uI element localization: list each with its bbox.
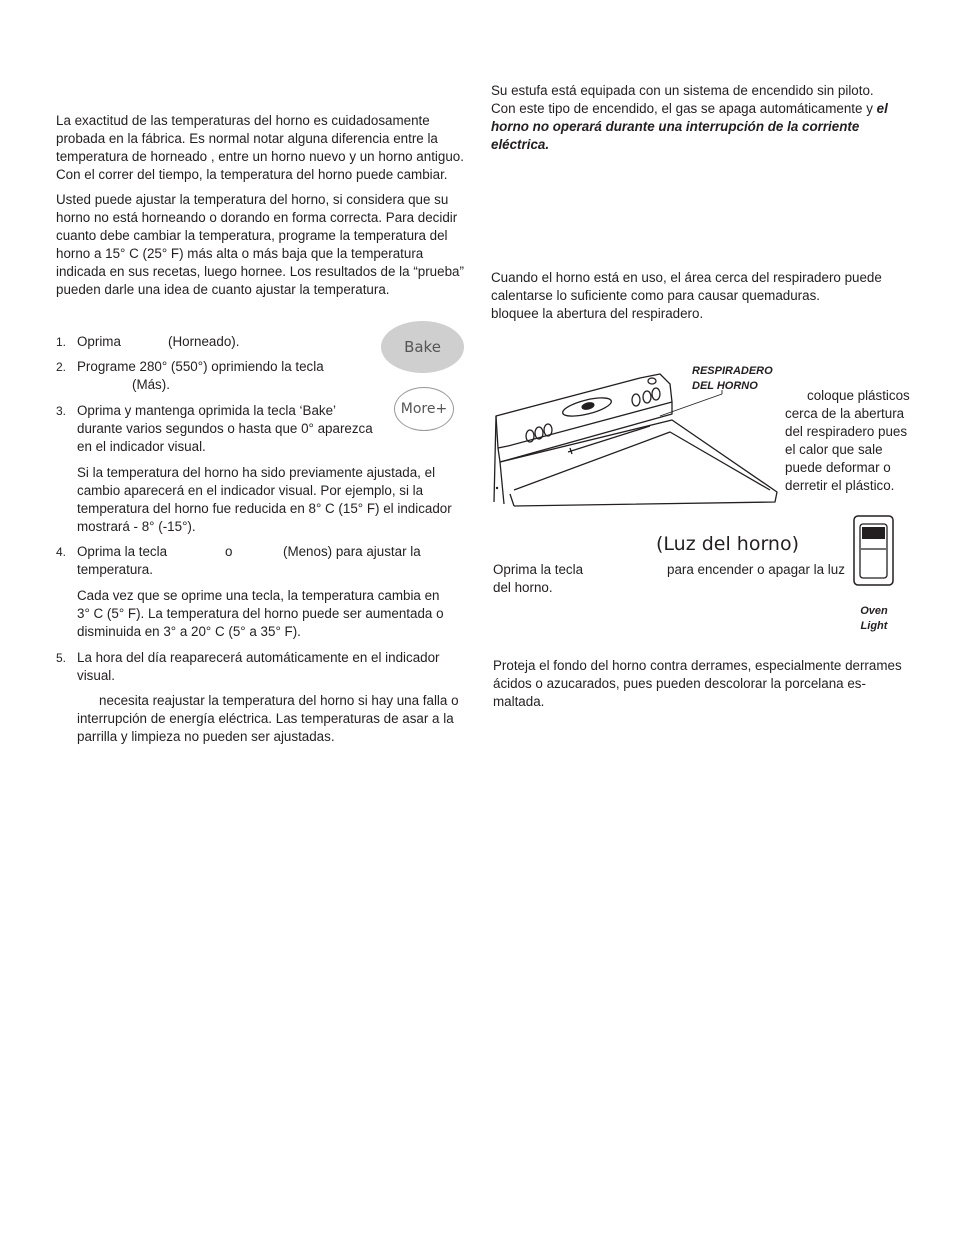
more-key: More+ (394, 387, 454, 431)
step-5-note: necesita reajustar la temperatura del horno si hay una falla o interrupción de energía eléctrica. Las temperaturas de asar a la parrilla y limpieza no pueden ser ajustadas. (77, 693, 459, 744)
oven-light-title: (Luz del horno) (656, 533, 800, 555)
ignition-emphasis-line: eléctrica. (491, 137, 550, 152)
oven-light-key-label: Oven Light (860, 605, 888, 632)
step-number: 1. (56, 335, 67, 349)
oven-light-text-b: para encender o apagar la luz (667, 562, 845, 577)
step-number: 2. (56, 360, 67, 374)
ignition-emphasis-line: horno no operará durante una interrupción de la corriente (491, 119, 860, 134)
vent-side-text: coloque plásticos cerca de la abertura del respiradero pues el calor que sale puede deformar o derretir el plástico. (785, 388, 910, 493)
step-1-text-b: (Horneado). (168, 334, 240, 349)
vent-line-1: Cuando el horno está en uso, el área cerca del respiradero puede (491, 270, 882, 285)
step-number: 4. (56, 545, 67, 559)
step-3-note: Si la temperatura del horno ha sido previamente ajustada, el cambio aparecerá en el indicador visual. Por ejemplo, si la temperatura del horno fue reducida en 8° C (15° F) el indicador mostrará - 8° (-15°). (77, 465, 452, 534)
ignition-line-2: Con este tipo de encendido, el gas se apaga automáticamente y el (491, 101, 888, 116)
step-4-note: Cada vez que se oprime una tecla, la temperatura cambia en 3° C (5° F). La temperatura del horno puede ser aumentada o disminuida en 3° a 20° C (5° a 35° F). (77, 588, 444, 639)
step-4-line-2: temperatura. (77, 562, 153, 577)
step-4-text-c: (Menos) para ajustar la (283, 544, 421, 559)
step-2-line-1: Programe 280° (550°) oprimiendo la tecla (77, 359, 324, 374)
step-2-line-2: (Más). (132, 377, 170, 392)
vent-line-3: bloquee la abertura del respiradero. (491, 306, 704, 321)
bake-key: Bake (381, 321, 464, 373)
step-number: 5. (56, 651, 67, 665)
ignition-section (491, 82, 911, 154)
vent-line-2: calentarse lo suficiente como para causar quemaduras. (491, 288, 820, 303)
oven-light-switch-icon (853, 515, 895, 587)
vent-section (491, 269, 911, 323)
step-4-text-a: Oprima la tecla (77, 544, 168, 559)
ignition-line-1: Su estufa está equipada con un sistema de encendido sin piloto. (491, 83, 874, 98)
step-4-text-b: o (225, 544, 233, 559)
step-3-text: Oprima y mantenga oprimida la tecla ‘Bake’ durante varios segundos o hasta que 0° aparezca en el indicador visual. (77, 403, 373, 454)
calibration-intro: La exactitud de las temperaturas del horno es cuidadosamente probada en la fábrica. Es normal notar alguna diferencia entre la temperatura de horneado , entre un horno nuevo y un horno antiguo. Con el correr del tiempo, la temperatura del horno puede cambiar. (56, 113, 464, 182)
oven-light-text-a: Oprima la tecla (493, 562, 584, 577)
step-number: 3. (56, 404, 67, 418)
oven-bottom-text: Proteja el fondo del horno contra derrames, especialmente derrames ácidos o azucarados, pues pueden descolorar la porcelana es-maltada. (493, 658, 902, 709)
calibration-instructions: Usted puede ajustar la temperatura del horno, si considera que su horno no está horneando o dorando en forma correcta. Para decidir cuanto debe cambiar la temperatura, programe la temperatura del horno a 15° C (25° F) más alta o más baja que la temperatura indicada en sus recetas, luego hornee. Los resultados de la “prueba” pueden darle una idea de cuanto ajustar la temperatura. (56, 192, 464, 297)
step-5-text: La hora del día reaparecerá automáticamente en el indicador visual. (77, 650, 440, 683)
vent-diagram-label: RESPIRADERO DEL HORNO (692, 365, 773, 392)
step-1-text-a: Oprima (77, 334, 121, 349)
oven-light-line-2: del horno. (493, 580, 553, 595)
